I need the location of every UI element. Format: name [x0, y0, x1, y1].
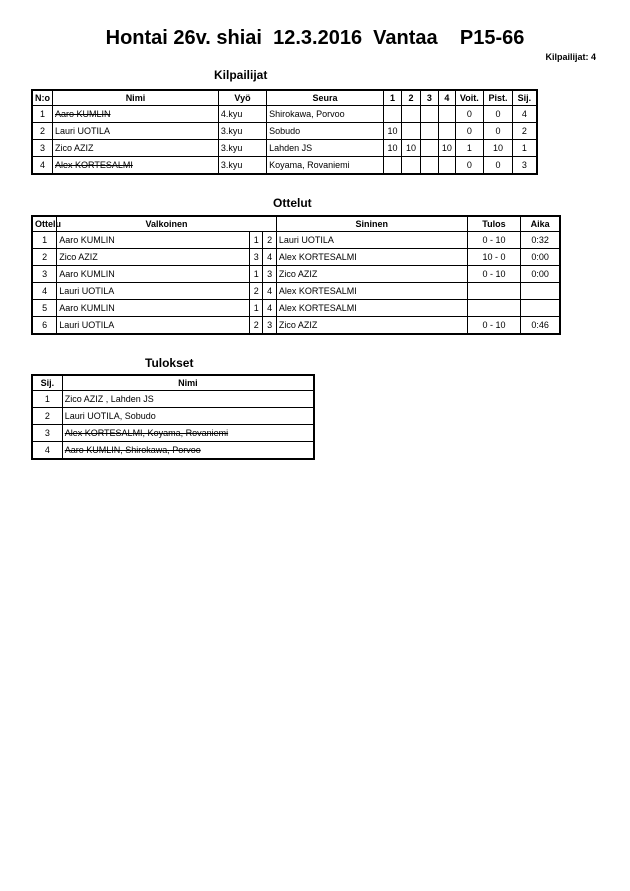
cell-wins: 1: [455, 140, 484, 157]
col-r1: 1: [383, 90, 401, 106]
results-header-row: [32, 375, 314, 391]
cell-points: 0: [484, 157, 513, 175]
cell-result: 0 - 10: [467, 317, 521, 335]
col-no: N:o: [32, 90, 52, 106]
cell-white-no: 2: [250, 317, 263, 335]
competitors-heading: Kilpailijat: [214, 68, 268, 82]
cell-name: Aaro KUMLIN: [52, 106, 218, 123]
col-result: Tulos: [467, 216, 521, 232]
cell-time: 0:00: [521, 266, 560, 283]
cell-r4: [439, 106, 455, 123]
cell-name: Alex KORTESALMI: [52, 157, 218, 175]
cell-name: Aaro KUMLIN, Shirokawa, Porvoo: [62, 442, 314, 460]
page-title: Hontai 26v. shiai 12.3.2016 Vantaa P15-66: [105, 27, 525, 49]
cell-result: [467, 300, 521, 317]
table-row: [32, 106, 537, 123]
table-row: [32, 425, 314, 442]
cell-r3: [420, 157, 438, 175]
cell-no: 1: [32, 106, 52, 123]
cell-blue: Zico AZIZ: [276, 266, 467, 283]
col-points: Pist.: [484, 90, 513, 106]
cell-wins: 0: [455, 157, 484, 175]
cell-match-no: 6: [32, 317, 57, 335]
cell-r1: 10: [383, 123, 401, 140]
table-row: [32, 157, 537, 175]
col-wins: Voit.: [455, 90, 484, 106]
col-name: Nimi: [52, 90, 218, 106]
cell-blue: Zico AZIZ: [276, 317, 467, 335]
cell-r4: [439, 157, 455, 175]
cell-name: Lauri UOTILA, Sobudo: [62, 408, 314, 425]
col-r4: 4: [439, 90, 455, 106]
cell-points: 0: [484, 123, 513, 140]
cell-blue-no: 4: [263, 249, 276, 266]
cell-belt: 3.kyu: [218, 140, 266, 157]
cell-match-no: 3: [32, 266, 57, 283]
cell-club: Sobudo: [267, 123, 384, 140]
table-row: [32, 408, 314, 425]
cell-r1: [383, 106, 401, 123]
competitors-header-row: [32, 90, 537, 106]
cell-r2: [402, 106, 420, 123]
cell-place: 2: [512, 123, 537, 140]
cell-white-no: 2: [250, 283, 263, 300]
cell-blue-no: 3: [263, 266, 276, 283]
cell-blue: Alex KORTESALMI: [276, 249, 467, 266]
cell-points: 10: [484, 140, 513, 157]
cell-white: Aaro KUMLIN: [57, 266, 250, 283]
table-row: [32, 123, 537, 140]
cell-time: [521, 283, 560, 300]
cell-r2: [402, 157, 420, 175]
cell-result: 10 - 0: [467, 249, 521, 266]
col-r2: 2: [402, 90, 420, 106]
results-heading: Tulokset: [145, 356, 194, 370]
cell-r4: 10: [439, 140, 455, 157]
cell-white: Aaro KUMLIN: [57, 300, 250, 317]
cell-no: 2: [32, 123, 52, 140]
col-blue: Sininen: [276, 216, 467, 232]
table-row: [32, 391, 314, 408]
cell-r3: [420, 106, 438, 123]
cell-place: 1: [32, 391, 62, 408]
cell-belt: 3.kyu: [218, 157, 266, 175]
cell-r4: [439, 123, 455, 140]
cell-no: 4: [32, 157, 52, 175]
cell-white-no: 1: [250, 266, 263, 283]
table-row: [32, 300, 560, 317]
cell-match-no: 1: [32, 232, 57, 249]
cell-belt: 3.kyu: [218, 123, 266, 140]
table-row: [32, 140, 537, 157]
col-club: Seura: [267, 90, 384, 106]
competitor-count: Kilpailijat: 4: [545, 52, 596, 62]
table-row: [32, 283, 560, 300]
cell-white-no: 1: [250, 300, 263, 317]
cell-no: 3: [32, 140, 52, 157]
matches-table: [31, 215, 561, 335]
cell-r1: [383, 157, 401, 175]
cell-place: 3: [32, 425, 62, 442]
table-row: [32, 317, 560, 335]
cell-white-no: 1: [250, 232, 263, 249]
cell-match-no: 2: [32, 249, 57, 266]
cell-club: Koyama, Rovaniemi: [267, 157, 384, 175]
cell-r2: [402, 123, 420, 140]
col-r3: 3: [420, 90, 438, 106]
col-match: Ottelu: [32, 216, 57, 232]
cell-wins: 0: [455, 106, 484, 123]
cell-place: 4: [512, 106, 537, 123]
cell-white: Zico AZIZ: [57, 249, 250, 266]
cell-r2: 10: [402, 140, 420, 157]
cell-white: Lauri UOTILA: [57, 283, 250, 300]
cell-blue-no: 4: [263, 300, 276, 317]
cell-wins: 0: [455, 123, 484, 140]
cell-r3: [420, 123, 438, 140]
cell-points: 0: [484, 106, 513, 123]
cell-result: 0 - 10: [467, 266, 521, 283]
cell-place: 4: [32, 442, 62, 460]
cell-blue-no: 3: [263, 317, 276, 335]
cell-blue: Alex KORTESALMI: [276, 300, 467, 317]
cell-blue: Alex KORTESALMI: [276, 283, 467, 300]
cell-place: 1: [512, 140, 537, 157]
cell-belt: 4.kyu: [218, 106, 266, 123]
cell-r1: 10: [383, 140, 401, 157]
cell-blue: Lauri UOTILA: [276, 232, 467, 249]
col-belt: Vyö: [218, 90, 266, 106]
cell-club: Lahden JS: [267, 140, 384, 157]
col-time: Aika: [521, 216, 560, 232]
cell-match-no: 4: [32, 283, 57, 300]
table-row: [32, 266, 560, 283]
cell-time: [521, 300, 560, 317]
table-row: [32, 249, 560, 266]
cell-place: 3: [512, 157, 537, 175]
cell-white: Aaro KUMLIN: [57, 232, 250, 249]
matches-header-row: [32, 216, 560, 232]
cell-blue-no: 4: [263, 283, 276, 300]
cell-white-no: 3: [250, 249, 263, 266]
cell-time: 0:00: [521, 249, 560, 266]
cell-name: Alex KORTESALMI, Koyama, Rovaniemi: [62, 425, 314, 442]
cell-result: 0 - 10: [467, 232, 521, 249]
col-white: Valkoinen: [57, 216, 277, 232]
table-row: [32, 442, 314, 460]
results-table: [31, 374, 315, 460]
cell-name: Zico AZIZ: [52, 140, 218, 157]
col-name: Nimi: [62, 375, 314, 391]
table-row: [32, 232, 560, 249]
cell-place: 2: [32, 408, 62, 425]
cell-name: Lauri UOTILA: [52, 123, 218, 140]
cell-time: 0:32: [521, 232, 560, 249]
cell-blue-no: 2: [263, 232, 276, 249]
matches-heading: Ottelut: [273, 196, 312, 210]
competitors-table: [31, 89, 538, 175]
cell-match-no: 5: [32, 300, 57, 317]
col-place: Sij.: [512, 90, 537, 106]
cell-time: 0:46: [521, 317, 560, 335]
cell-result: [467, 283, 521, 300]
cell-club: Shirokawa, Porvoo: [267, 106, 384, 123]
cell-r3: [420, 140, 438, 157]
cell-white: Lauri UOTILA: [57, 317, 250, 335]
col-place: Sij.: [32, 375, 62, 391]
cell-name: Zico AZIZ , Lahden JS: [62, 391, 314, 408]
